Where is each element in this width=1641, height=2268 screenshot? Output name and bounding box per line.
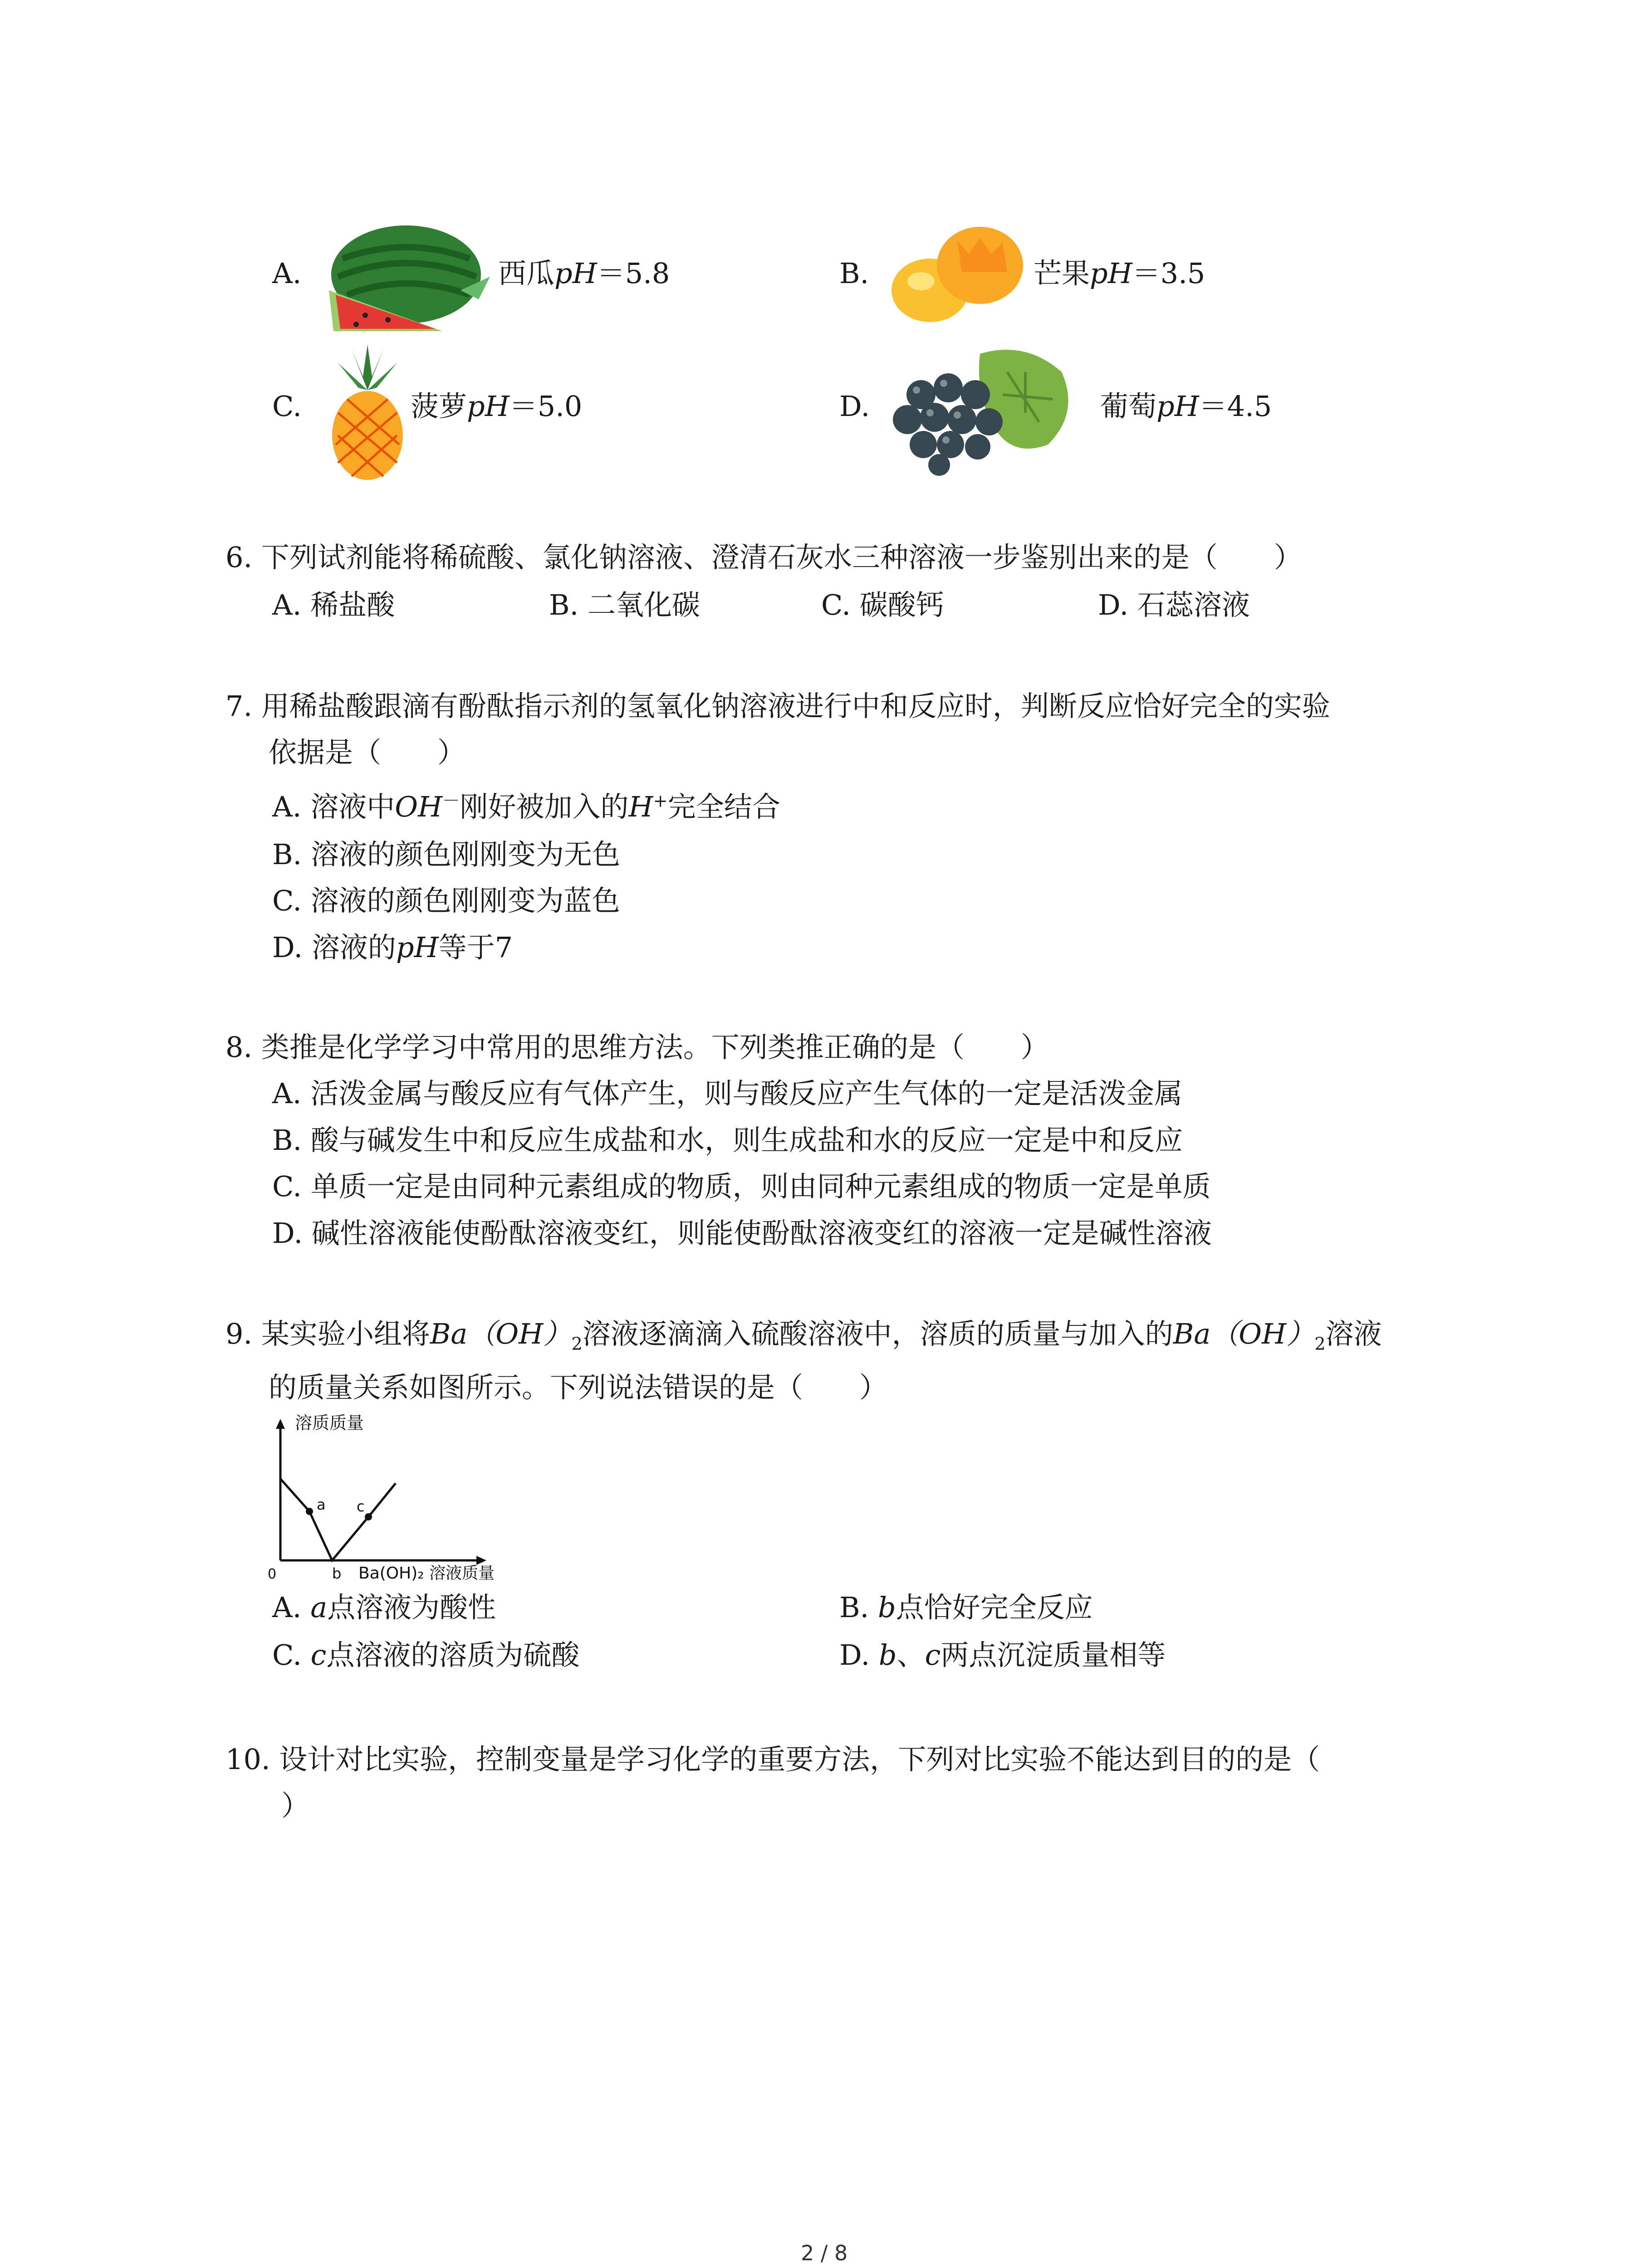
q7-option-a: A. 溶液中OH－刚好被加入的H+完全结合 — [272, 790, 780, 823]
chart-label-c: c — [357, 1498, 365, 1515]
q9-chart — [263, 1406, 526, 1597]
q7-option-b: B. 溶液的颜色刚刚变为无色 — [272, 838, 620, 871]
pineapple-icon — [324, 345, 411, 481]
q5-option-b-text: 芒果pH＝3.5 — [1034, 257, 1205, 290]
q8-stem: 8. 类推是化学学习中常用的思维方法。下列类推正确的是（ ） — [225, 1031, 1049, 1064]
page-number: 2 / 8 — [801, 2241, 848, 2265]
q7-stem-line1: 7. 用稀盐酸跟滴有酚酞指示剂的氢氧化钠溶液进行中和反应时，判断反应恰好完全的实验 — [225, 689, 1330, 723]
q5-option-a-text: 西瓜pH＝5.8 — [498, 257, 670, 290]
q6-option-b: B. 二氧化碳 — [549, 588, 700, 621]
chart-x-axis-arrow — [476, 1556, 486, 1565]
q10-stem-line2: ） — [281, 1789, 310, 1822]
q5-option-b-letter: B. — [839, 257, 869, 290]
q8-option-d: D. 碱性溶液能使酚酞溶液变红，则能使酚酞溶液变红的溶液一定是碱性溶液 — [272, 1217, 1212, 1250]
q5-option-a-letter: A. — [272, 257, 302, 290]
chart-series-line — [280, 1479, 396, 1560]
chart-label-b: b — [332, 1565, 342, 1582]
chart-x-label: Ba(OH)₂ 溶液质量 — [358, 1564, 495, 1583]
q8-option-b: B. 酸与碱发生中和反应生成盐和水，则生成盐和水的反应一定是中和反应 — [272, 1124, 1183, 1157]
grapes-icon — [889, 345, 1080, 476]
mango-icon — [889, 222, 1025, 327]
chart-label-a: a — [317, 1496, 326, 1513]
q7-option-d: D. 溶液的pH等于7 — [272, 931, 513, 964]
q9-stem-line1: 9. 某实验小组将$Ba(OH)_2$溶液逐滴滴入硫酸溶液中，溶质的质量与加入的$Ba(OH)_2$溶液 — [225, 1317, 1382, 1354]
q7-option-c: C. 溶液的颜色刚刚变为蓝色 — [272, 884, 620, 917]
chart-point-c — [365, 1513, 372, 1520]
q6-option-d: D. 石蕊溶液 — [1098, 588, 1250, 621]
q9-option-a: A. a点溶液为酸性 — [272, 1591, 496, 1624]
q10-stem-line1: 10. 设计对比实验，控制变量是学习化学的重要方法，下列对比实验不能达到目的的是（ — [225, 1743, 1320, 1776]
q9-option-d: D. b、c两点沉淀质量相等 — [839, 1638, 1166, 1672]
q6-stem: 6. 下列试剂能将稀硫酸、氯化钠溶液、澄清石灰水三种溶液一步鉴别出来的是（ ） — [225, 541, 1302, 574]
chart-point-a — [306, 1508, 313, 1515]
q8-option-a: A. 活泼金属与酸反应有气体产生，则与酸反应产生气体的一定是活泼金属 — [272, 1077, 1183, 1110]
q5-option-c-letter: C. — [272, 390, 302, 423]
watermelon-icon — [324, 222, 495, 336]
q9-stem-line2: 的质量关系如图所示。下列说法错误的是（ ） — [269, 1371, 888, 1404]
q9-option-b: B. b点恰好完全反应 — [839, 1591, 1093, 1624]
q5-option-d-text: 葡萄pH＝4.5 — [1100, 390, 1272, 423]
q8-option-c: C. 单质一定是由同种元素组成的物质，则由同种元素组成的物质一定是单质 — [272, 1170, 1211, 1203]
q5-option-d-letter: D. — [839, 390, 870, 423]
q6-option-a: A. 稀盐酸 — [272, 588, 395, 621]
chart-origin-label: 0 — [268, 1566, 277, 1582]
chart-y-axis-arrow — [276, 1419, 285, 1429]
q7-stem-line2: 依据是（ ） — [269, 736, 466, 769]
q5-option-c-text: 菠萝pH＝5.0 — [411, 390, 583, 423]
q6-option-c: C. 碳酸钙 — [821, 588, 944, 621]
q9-option-c: C. c点溶液的溶质为硫酸 — [272, 1638, 580, 1672]
chart-y-label: 溶质质量 — [295, 1413, 364, 1433]
